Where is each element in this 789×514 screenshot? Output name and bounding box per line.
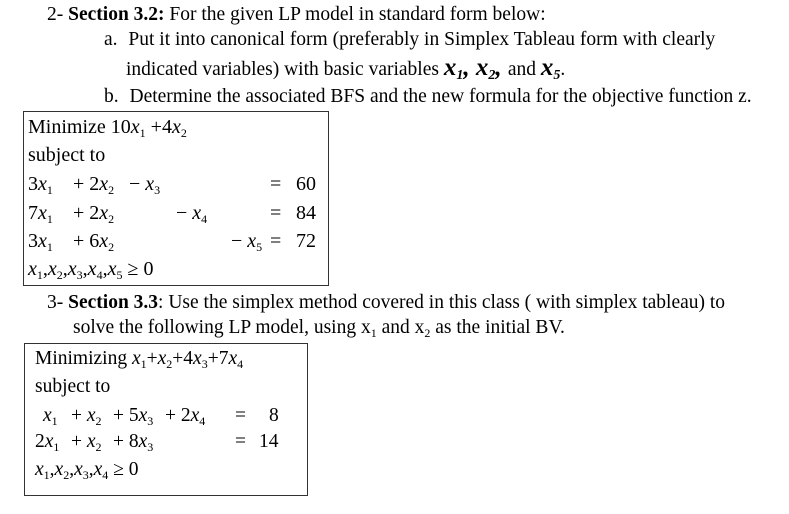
item-a-text: Put it into canonical form (preferably in Simplex Tableau form with clearly [128, 29, 716, 50]
nonnegativity: $x_1,x_2,x_3,x_4,x_5 \ge 0$ [28, 258, 154, 282]
constraint-row-1: $3x_1$ + $2x_2$ − $x_3$ = 60 [28, 173, 316, 197]
lp-model-box-1 [23, 111, 329, 286]
section-label: Section 3.2: [68, 4, 165, 25]
rhs-value: 84 [296, 202, 316, 224]
subject-to: subject to [35, 376, 111, 397]
rhs-value: 72 [296, 230, 316, 252]
objective-line: Minimizing $x_1+x_2+4x_3+7x_4$ [35, 348, 244, 371]
basic-var-x1: $x_1$, [443, 54, 476, 83]
item-a-text-cont: indicated variables) with basic variables [126, 59, 439, 80]
nonnegativity: $x_1,x_2,x_3,x_4 \ge 0$ [35, 459, 139, 482]
item-marker: a. [104, 29, 118, 50]
item-a-line1 [104, 28, 715, 52]
subject-to: subject to [28, 144, 106, 166]
period: . [560, 59, 566, 80]
lp-model-box-2 [24, 343, 308, 496]
item-a-line2 [126, 56, 565, 82]
objective-word: Minimize [28, 116, 106, 138]
problem-2-heading [47, 3, 546, 27]
objective-line: Minimize $10x_1 +4x_2$ [28, 116, 187, 140]
problem-number: 2- [47, 4, 64, 25]
problem-intro: For the given LP model in standard form below: [169, 4, 546, 25]
problem-3-heading [47, 291, 725, 315]
section-label: Section 3.3 [68, 292, 159, 313]
item-marker: b. [104, 86, 119, 107]
basic-var-x2: $x_2$, [475, 54, 508, 83]
constraint-row-1: $x_1$ + $x_2$ + $5x_3$ + $2x_4$ = 8 [43, 405, 279, 428]
and-word: and [507, 59, 536, 80]
constraint-row-2: $2x_1$ + $x_2$ + $8x_3$ = 14 [35, 431, 279, 454]
item-b-text: Determine the associated BFS and the new formula for the objective function z. [129, 86, 752, 107]
constraint-row-3: $3x_1$ + $6x_2$ − $x_5$ = 72 [28, 230, 316, 254]
objective-word: Minimizing [35, 348, 128, 369]
rhs-value: 60 [296, 173, 316, 195]
problem-3-line2: solve the following LP model, using $x_1$ and $x_2$ as the initial BV. [73, 317, 565, 340]
problem-text: : Use the simplex method covered in this class ( with simplex tableau) to [158, 292, 726, 313]
item-b [104, 85, 752, 109]
rhs-value: 8 [269, 405, 279, 426]
rhs-value: 14 [259, 431, 279, 452]
constraint-row-2: $7x_1$ + $2x_2$ − $x_4$ = 84 [28, 202, 316, 226]
basic-var-x5: $x_5$ [540, 54, 561, 83]
problem-number: 3- [47, 292, 64, 313]
